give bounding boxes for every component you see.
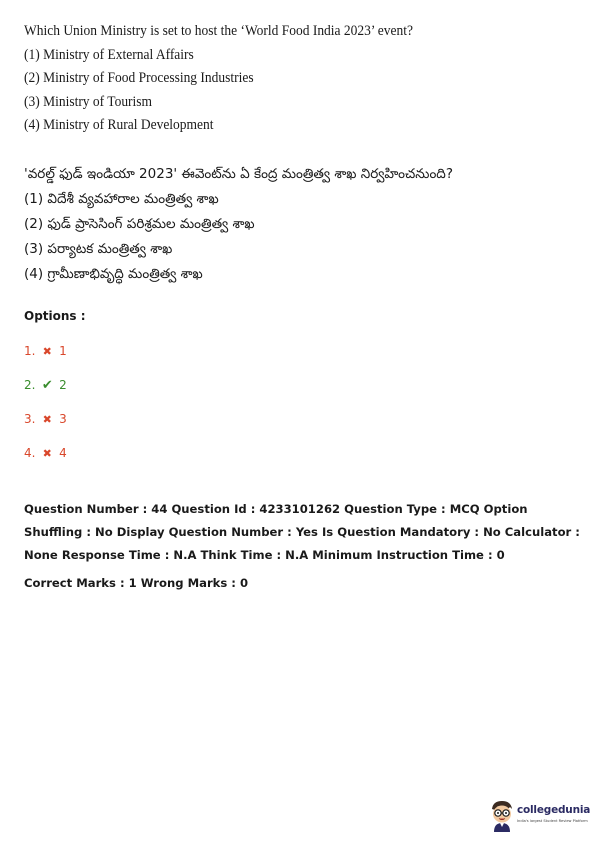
options-heading: Options : — [24, 309, 86, 323]
option-value: 4 — [59, 446, 67, 460]
option-number: 1. — [24, 344, 36, 358]
cross-icon: ✖ — [42, 447, 52, 460]
option-number: 2. — [24, 378, 36, 392]
answer-option-3 — [24, 411, 67, 427]
option-text-te-2: (2) ఫుడ్ ప్రాసెసింగ్ పరిశ్రమల మంత్రిత్వ శాఖ — [24, 216, 255, 232]
option-text-en-3: (3) Ministry of Tourism — [24, 93, 153, 110]
answer-option-2 — [24, 377, 67, 393]
option-value: 2 — [59, 378, 67, 392]
question-english — [24, 20, 574, 138]
option-text-te-3: (3) పర్యాటక మంత్రిత్వ శాఖ — [24, 241, 173, 257]
mascot-icon — [488, 799, 516, 833]
question-metadata: Question Number : 44 Question Id : 4233101262 Question Type : MCQ Option Shuffling : No Display Question Number : Yes Is Question Mandatory : No Calculator : None Response Time : N.A Think Time : N.A Minimum Instruction Time : 0 — [24, 502, 580, 562]
question-stem-en: Which Union Ministry is set to host the ‘World Food India 2023’ event? — [24, 23, 413, 39]
logo-name: collegedunia — [517, 804, 591, 816]
answer-option-4 — [24, 445, 67, 461]
option-number: 4. — [24, 446, 36, 460]
check-icon: ✔ — [41, 378, 53, 393]
cross-icon: ✖ — [42, 413, 52, 426]
marks-info: Correct Marks : 1 Wrong Marks : 0 — [24, 576, 249, 590]
option-text-en-2: (2) Ministry of Food Processing Industries — [24, 70, 254, 86]
option-number: 3. — [24, 412, 36, 426]
collegedunia-logo — [488, 799, 591, 833]
option-text-te-4: (4) గ్రామీణాభివృద్ధి మంత్రిత్వ శాఖ — [24, 266, 203, 282]
logo-tagline: India's largest Student Review Platform — [517, 819, 588, 823]
question-stem-te: 'వరల్డ్ ఫుడ్ ఇండియా 2023' ఈవెంట్‌ను ఏ కేంద్ర మంత్రిత్వ శాఖ నిర్వహించనుంది? — [24, 166, 453, 182]
option-text-te-1: (1) విదేశీ వ్యవహారాల మంత్రిత్వ శాఖ — [24, 191, 219, 207]
answer-option-1 — [24, 343, 67, 359]
option-text-en-1: (1) Ministry of External Affairs — [24, 46, 194, 63]
option-value: 3 — [59, 412, 67, 426]
cross-icon: ✖ — [42, 345, 52, 358]
option-value: 1 — [59, 344, 67, 358]
question-telugu — [24, 162, 574, 287]
option-text-en-4: (4) Ministry of Rural Development — [24, 117, 214, 133]
